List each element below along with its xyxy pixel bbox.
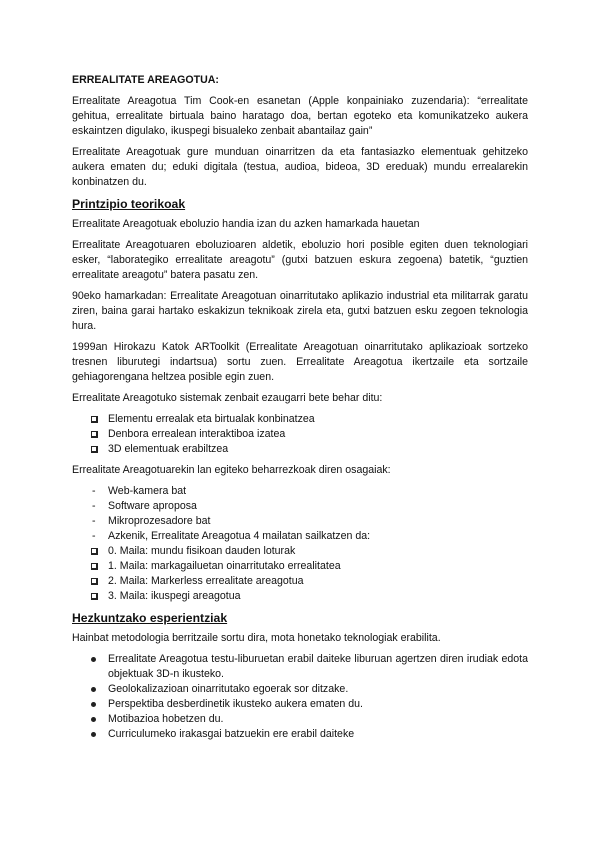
document-title: ERREALITATE AREAGOTUA: bbox=[72, 74, 219, 86]
checkbox-bullet-icon bbox=[91, 589, 103, 605]
list-item: Geolokalizazioan oinarritutako egoerak sor ditzake. bbox=[72, 682, 528, 697]
list-item: - Azkenik, Errealitate Areagotua 4 mailatan sailkatzen da: bbox=[92, 530, 371, 542]
paragraph: 90eko hamarkadan: Errealitate Areagotuan oinarritutako aplikazio industrial eta militarrak garatu ziren, baina garai hartako eskakizun teknikoak zirela eta, gutxi batzuen esku zegoen teknologia hura. bbox=[72, 290, 528, 332]
checkbox-bullet-icon bbox=[91, 427, 103, 443]
paragraph: Errealitate Areagotua Tim Cook-en esanetan (Apple konpainiako zuzendaria): “errealitate gehitua, errealitate birtuala baino haratago doa, bertan egoteko eta komunikatzeko aukera eskaintzen digulako, ikuspegi bisualeko zenbait abantailaz gain” bbox=[72, 95, 528, 137]
paragraph: Errealitate Areagotuko sistemak zenbait ezaugarri bete behar ditu: bbox=[72, 392, 383, 404]
paragraph: 1999an Hirokazu Katok ARToolkit (Errealitate Areagotuan oinarritutako aplikazioak sortzeko tresnen liburutegi indartsua) sortu zuen. Errealitate Areagotua ikertzaile eta sortzaile gehiagorengana heltzea posible egin zuen. bbox=[72, 341, 528, 383]
checkbox-bullet-icon bbox=[91, 412, 103, 428]
checkbox-bullet-icon bbox=[91, 574, 103, 590]
list-item: Elementu errealak eta birtualak konbinatzea bbox=[72, 412, 528, 427]
list-item: 1. Maila: markagailuetan oinarritutako errealitatea bbox=[72, 559, 528, 574]
list-item: Perspektiba desberdinetik ikusteko aukera ematen du. bbox=[72, 697, 528, 712]
checkbox-bullet-icon bbox=[91, 559, 103, 575]
checkbox-bullet-icon bbox=[91, 442, 103, 458]
paragraph: Errealitate Areagotuak gure munduan oinarritzen da eta fantasiazko elementuak gehitzeko aukera ematen du; eduki digitala (testua, audioa, bideoa, 3D ereduak) mundu errealarekin konbinatzen du. bbox=[72, 146, 528, 188]
paragraph: Errealitate Areagotuarekin lan egiteko beharrezkoak diren osagaiak: bbox=[72, 464, 391, 476]
components-list bbox=[72, 484, 528, 544]
dash-bullet-icon: - bbox=[92, 530, 96, 542]
list-item: - Web-kamera bat bbox=[92, 485, 187, 497]
document-page bbox=[72, 73, 528, 748]
list-item: Denbora errealean interaktiboa izatea bbox=[72, 427, 528, 442]
paragraph: Errealitate Areagotuaren eboluzioaren aldetik, eboluzio hori posible egiten duen teknologiari esker, “laborategiko errealitate areagotu” (gutxi batzuen eskura zegoena) batetik, “guztien errealitate areagotu” batera pasatu zen. bbox=[72, 239, 528, 281]
section-heading: Printzipio teorikoak bbox=[72, 197, 186, 211]
bullet-dot-icon bbox=[91, 727, 103, 742]
section-heading: Hezkuntzako esperientziak bbox=[72, 611, 228, 625]
list-item: Errealitate Areagotua testu-liburuetan erabil daiteke liburuan agertzen diren irudiak edota objektuak 3D-n ikusteko. bbox=[72, 652, 528, 682]
bullet-dot-icon bbox=[91, 682, 103, 697]
paragraph: Hainbat metodologia berritzaile sortu dira, mota honetako teknologiak erabilita. bbox=[72, 632, 441, 644]
levels-list bbox=[72, 544, 528, 604]
list-item: Motibazioa hobetzen du. bbox=[72, 712, 528, 727]
experiences-list bbox=[72, 652, 528, 742]
dash-bullet-icon: - bbox=[92, 515, 96, 527]
bullet-dot-icon bbox=[91, 652, 103, 667]
list-item: Curriculumeko irakasgai batzuekin ere erabil daiteke bbox=[72, 727, 528, 742]
checkbox-bullet-icon bbox=[91, 544, 103, 560]
list-item: - Mikroprozesadore bat bbox=[92, 515, 211, 527]
paragraph: Errealitate Areagotuak eboluzio handia izan du azken hamarkada hauetan bbox=[72, 218, 420, 230]
list-item: - Software aproposa bbox=[92, 500, 197, 512]
requirements-list bbox=[72, 412, 528, 457]
list-item: 0. Maila: mundu fisikoan dauden loturak bbox=[72, 544, 528, 559]
bullet-dot-icon bbox=[91, 712, 103, 727]
bullet-dot-icon bbox=[91, 697, 103, 712]
dash-bullet-icon: - bbox=[92, 500, 96, 512]
dash-bullet-icon: - bbox=[92, 485, 96, 497]
list-item: 3. Maila: ikuspegi areagotua bbox=[72, 589, 528, 604]
list-item: 2. Maila: Markerless errealitate areagotua bbox=[72, 574, 528, 589]
list-item: 3D elementuak erabiltzea bbox=[72, 442, 528, 457]
